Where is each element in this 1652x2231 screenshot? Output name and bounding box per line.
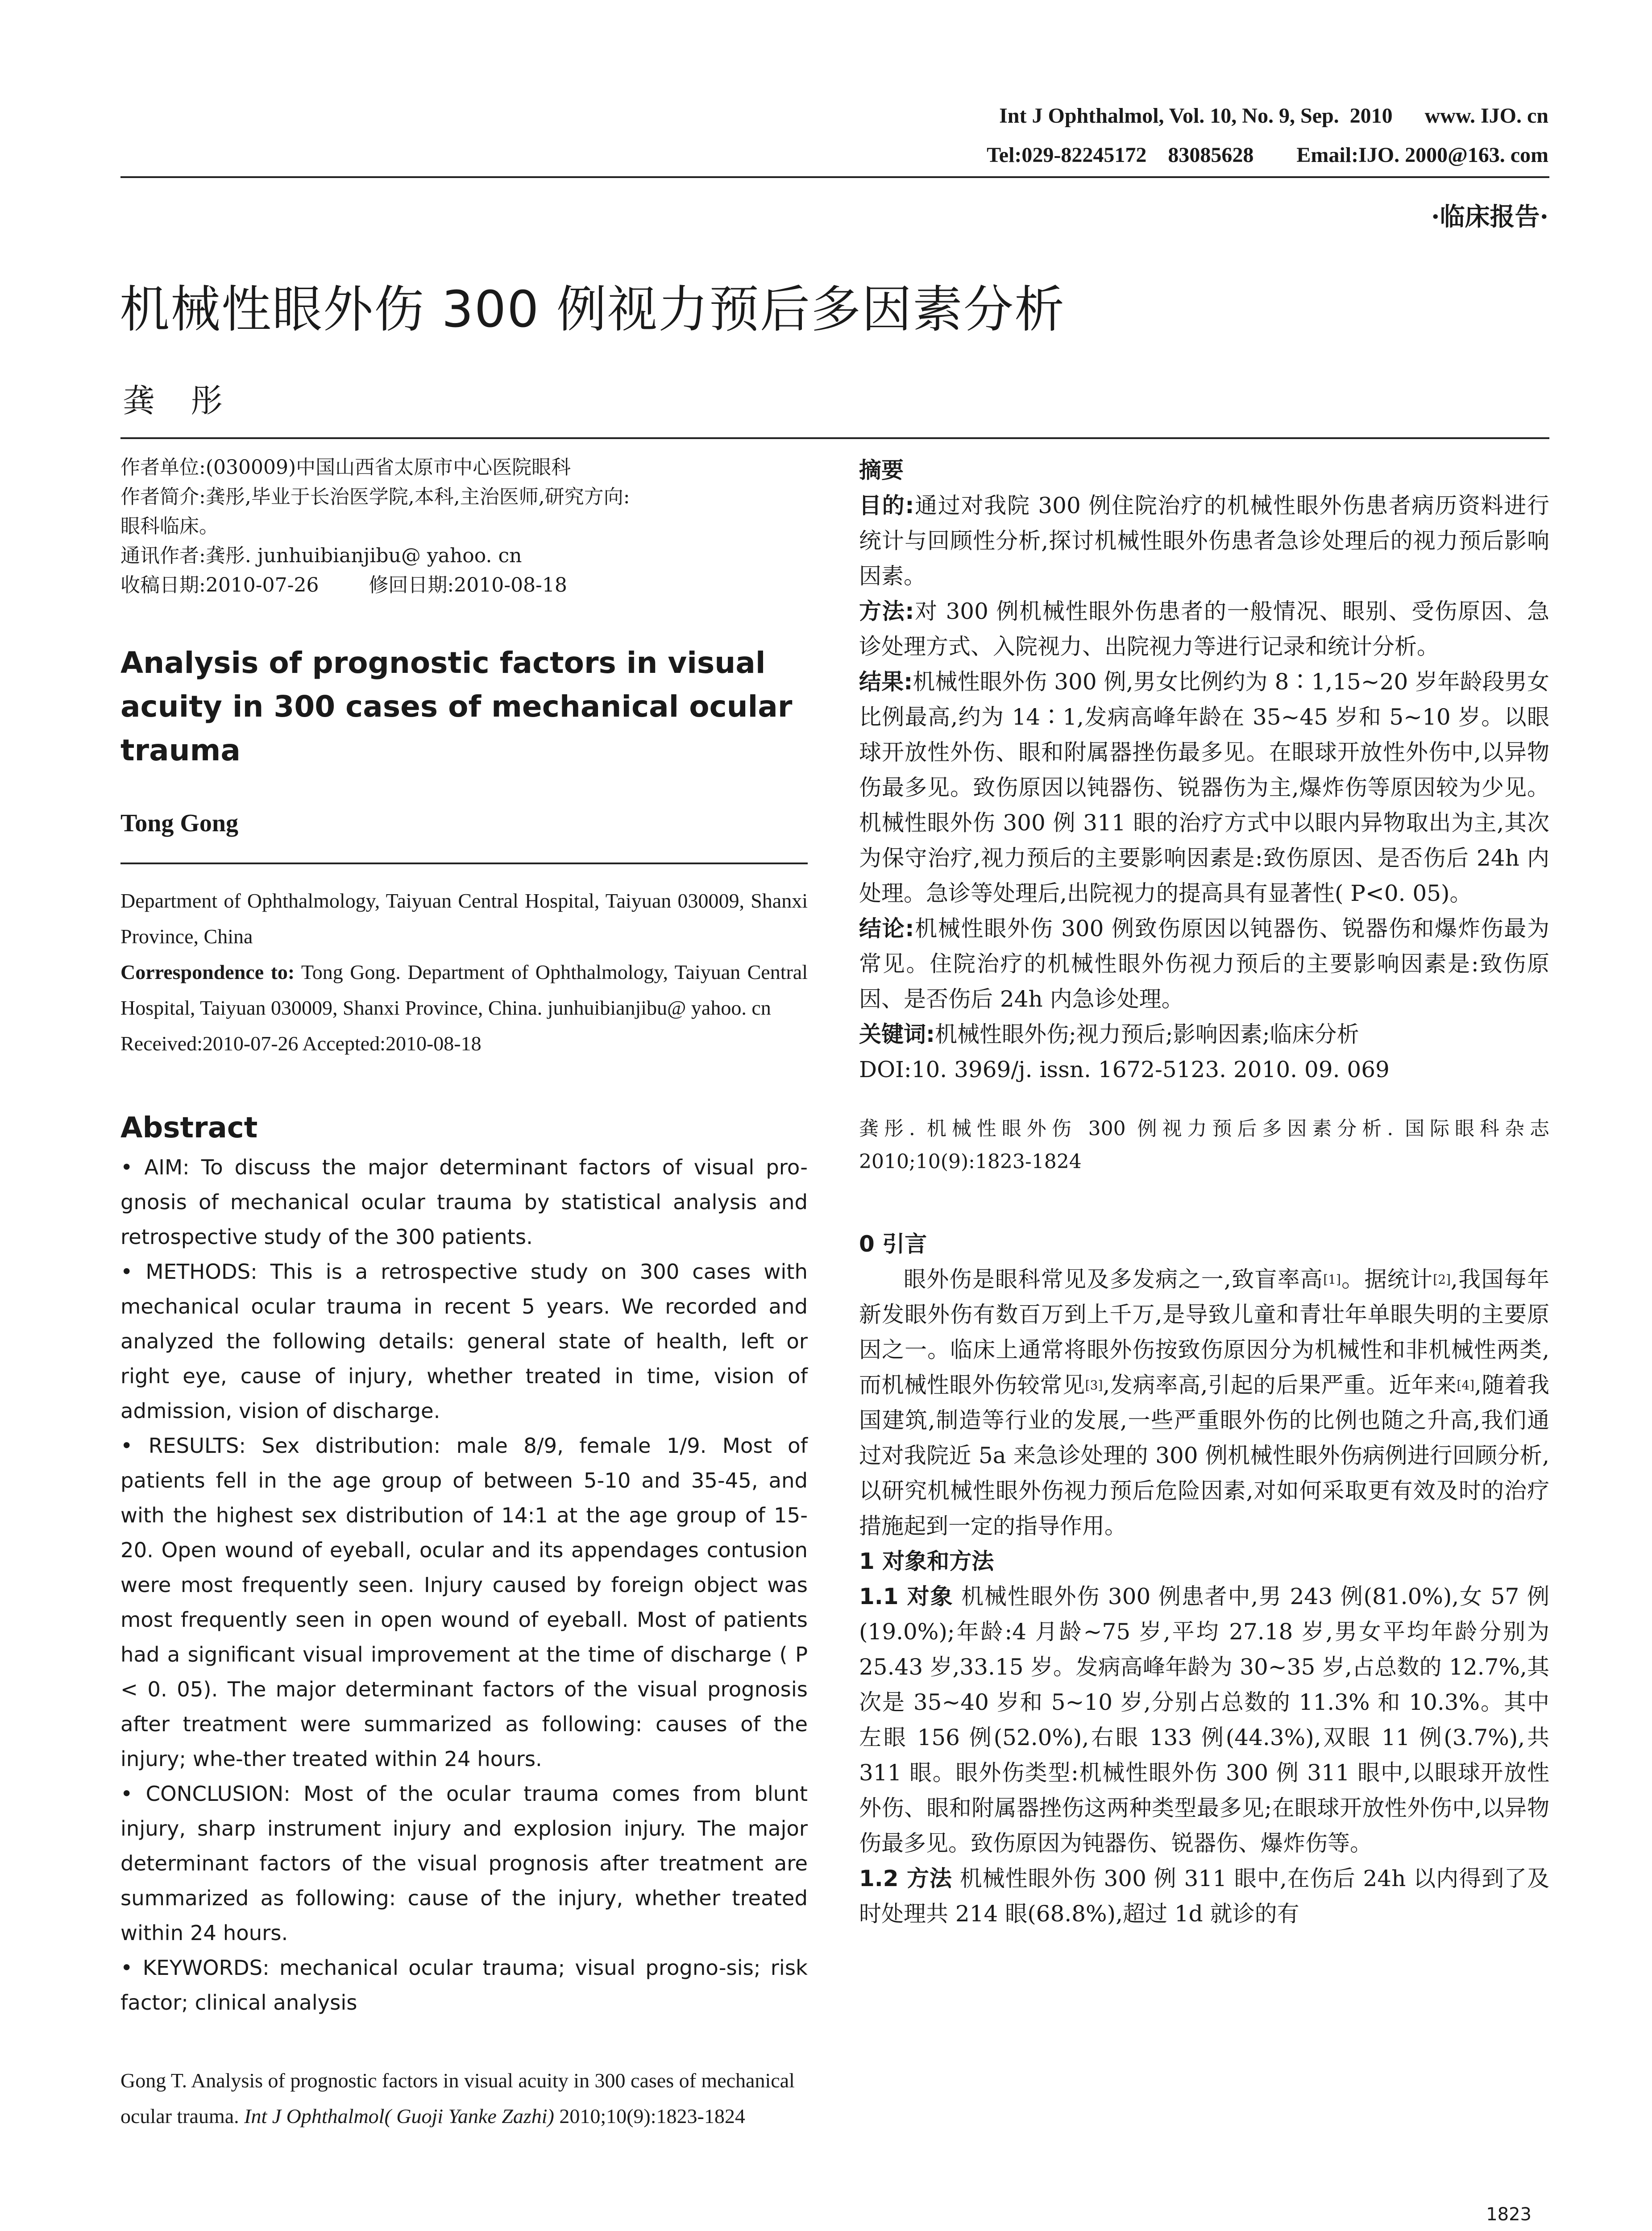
abstract-cn-methods [859,594,1549,664]
affiliation-cn: 作者单位:(030009)中国山西省太原市中心医院眼科 [120,456,571,479]
right-column [859,453,1549,1932]
text: ,随着我国建筑,制造等行业的发展,一些严重眼外伤的比例也随之升高,我们通过对我院近 5a 来急诊处理的 300 例机械性眼外伤病例进行回顾分析,以研究机械性眼外伤视力预后危险因素,对如何采取更有效及时的治疗措施起到一定的指导作用。 [859,1372,1549,1539]
label: 方法: [859,598,914,624]
abstract-heading: Abstract [120,1111,258,1145]
text: 。据统计 [1341,1266,1433,1292]
contact-header-line: Tel:029-82245172 83085628 Email:IJO. 2000@163. com [987,143,1548,167]
reference-1: [1] [1323,1272,1341,1287]
intro-paragraph [859,1262,1549,1544]
correspondence-text: Tong Gong. Department of Ophthalmology, Taiyuan Central Hospital, Taiyuan 030009, Shanxi Province, China. junhuibianjibu@ yahoo. cn [120,961,808,1019]
reference-2: [2] [1433,1272,1451,1287]
abstract-cn-conclusion [859,911,1549,1017]
methods-heading: 1 对象和方法 [859,1548,994,1574]
abstract-aim: • AIM: To discuss the major determinant factors of visual pro-gnosis of mechanical ocular trauma by statistical analysis and retrospective study of the 300 patients. [120,1155,808,1249]
citation-en-prefix: Gong T. Analysis of prognostic factors in visual acuity in 300 cases of mechanical ocular trauma. [120,2069,795,2127]
text: 对 300 例机械性眼外伤患者的一般情况、眼别、受伤原因、急诊处理方式、入院视力、出院视力等进行记录和统计分析。 [859,598,1549,659]
text: 机械性眼外伤 300 例致伤原因以钝器伤、锐器伤和爆炸伤最为常见。住院治疗的机械性眼外伤视力预后的主要影响因素是:致伤原因、是否伤后 24h 内急诊处理。 [859,916,1549,1012]
correspondence-label: Correspondence to: [120,961,295,983]
author-rule [120,437,1549,439]
text: 机械性眼外伤 300 例 311 眼中,在伤后 24h 以内得到了及时处理共 214 眼(68.8%),超过 1d 就诊的有 [859,1866,1550,1927]
label: 结果: [859,669,913,695]
dates-en: Received:2010-07-26 Accepted:2010-08-18 [120,1032,481,1055]
abstract-cn-results [859,664,1549,911]
text: 机械性眼外伤 300 例患者中,男 243 例(81.0%),女 57 例(19.0%);年龄:4 月龄~75 岁,平均 27.18 岁,男女平均年龄分别为 25.43 岁,33.15 岁。发病高峰年龄为 30~35 岁,占总数的 12.7%,其次是 35~40 岁和 5~10 岁,分别占总数的 11.3% 和 10.3%。其中左眼 156 例(52.0%),右眼 133 例(44.3%),双眼 11 例(3.7%),共 311 眼。眼外伤类型:机械性眼外伤 300 例 311 眼中,以眼球开放性外伤、眼和附属器挫伤这两种类型最多见;在眼球开放性外伤中,以异物伤最多见。致伤原因为钝器伤、锐器伤、爆炸伤等。 [859,1584,1550,1856]
journal-header-line: Int J Ophthalmol, Vol. 10, No. 9, Sep. 2010 www. IJO. cn [999,104,1548,128]
section-label: ·临床报告· [1431,202,1548,232]
section-1-2 [859,1861,1549,1932]
page-number: 1823 [1486,2204,1532,2225]
dates-cn: 收稿日期:2010-07-26 修回日期:2010-08-18 [120,574,567,597]
label: 目的: [859,493,914,518]
intro-heading: 0 引言 [859,1231,927,1257]
department-en: Department of Ophthalmology, Taiyuan Central Hospital, Taiyuan 030009, Shanxi Province, China [120,889,808,948]
text: ,发病率高,引起的后果严重。近年来 [1103,1372,1457,1398]
english-author-rule [120,863,808,864]
abstract-results: • RESULTS: Sex distribution: male 8/9, female 1/9. Most of patients fell in the age group of between 5-10 and 35-45, and with the highest sex distribution of 14:1 at the age group of 15-20. Open wound of eyeball, ocular and its appendages contusion were most frequently seen. Injury caused by foreign object was most frequently seen in open wound of eyeball. Most of patients had a significant visual improvement at the time of discharge ( P < 0. 05). The major determinant factors of the visual prognosis after treatment were summarized as following: causes of the injury; whe-ther treated within 24 hours. [120,1434,808,1771]
citation-cn: 龚彤. 机械性眼外伤 300 例视力预后多因素分析. 国际眼科杂志 2010;10(9):1823-1824 [859,1117,1549,1173]
abstract-conclusion: • CONCLUSION: Most of the ocular trauma comes from blunt injury, sharp instrument injury and explosion injury. The major determinant factors of the visual prognosis after treatment are summarized as following: cause of the injury, whether treated within 24 hours. [120,1782,808,1945]
header-rule [120,176,1549,178]
reference-4: [4] [1457,1378,1475,1393]
text: ,我国每年新发眼外伤有数百万到上千万,是导致儿童和青壮年单眼失明的主要原因之一。临床上通常将眼外伤按致伤原因分为机械性和非机械性两类,而机械性眼外伤较常见 [859,1266,1549,1398]
section-1-1-label: 1.1 对象 [859,1584,954,1609]
section-1-1 [859,1579,1549,1861]
abstract-cn-keywords [859,1017,1549,1052]
citation-en [120,2063,808,2134]
chinese-title: 机械性眼外伤 300 例视力预后多因素分析 [120,281,1065,339]
author-bio-line-2: 眼科临床。 [120,515,219,538]
doi: DOI:10. 3969/j. issn. 1672-5123. 2010. 09. 069 [859,1057,1390,1082]
label: 关键词: [859,1021,935,1047]
section-1-2-label: 1.2 方法 [859,1866,952,1891]
left-column [120,453,808,2134]
author-bio-line-1: 作者简介:龚彤,毕业于长治医学院,本科,主治医师,研究方向: [120,485,630,508]
correspondence-en [120,954,808,1026]
citation-en-journal: Int J Ophthalmol( Guoji Yanke Zazhi) [244,2105,554,2127]
abstract-methods: • METHODS: This is a retrospective study on 300 cases with mechanical ocular trauma in recent 5 years. We recorded and analyzed the following details: general state of health, left or right eye, cause of injury, whether treated in time, vision of admission, vision of discharge. [120,1260,808,1423]
abstract-cn-aim [859,488,1549,594]
correspondence-cn: 通讯作者:龚彤. junhuibianjibu@ yahoo. cn [120,544,522,567]
text: 机械性眼外伤 300 例,男女比例约为 8∶1,15~20 岁年龄段男女比例最高,约为 14∶1,发病高峰年龄在 35~45 岁和 5~10 岁。以眼球开放性外伤、眼和附属器挫伤最多见。在眼球开放性外伤中,以异物伤最多见。致伤原因以钝器伤、锐器伤为主,爆炸伤等原因较为少见。机械性眼外伤 300 例 311 眼的治疗方式中以眼内异物取出为主,其次为保守治疗,视力预后的主要影响因素是:致伤原因、是否伤后 24h 内处理。急诊等处理后,出院视力的提高具有显著性( P<0. 05)。 [859,669,1549,906]
abstract-keywords: • KEYWORDS: mechanical ocular trauma; visual progno-sis; risk factor; clinical analysis [120,1956,808,2015]
citation-en-suffix: 2010;10(9):1823-1824 [554,2105,745,2127]
english-title: Analysis of prognostic factors in visual acuity in 300 cases of mechanical ocular trauma [120,646,793,767]
text: 通过对我院 300 例住院治疗的机械性眼外伤患者病历资料进行统计与回顾性分析,探讨机械性眼外伤患者急诊处理后的视力预后影响因素。 [859,493,1549,589]
label: 结论: [859,916,914,941]
reference-3: [3] [1085,1378,1103,1393]
abstract-body [120,1150,808,2020]
english-author: Tong Gong [120,809,239,837]
chinese-author: 龚彤 [123,382,259,419]
abstract-cn-heading: 摘要 [859,457,904,483]
text: 机械性眼外伤;视力预后;影响因素;临床分析 [935,1021,1359,1047]
text: 眼外伤是眼科常见及多发病之一,致盲率高 [904,1266,1324,1292]
